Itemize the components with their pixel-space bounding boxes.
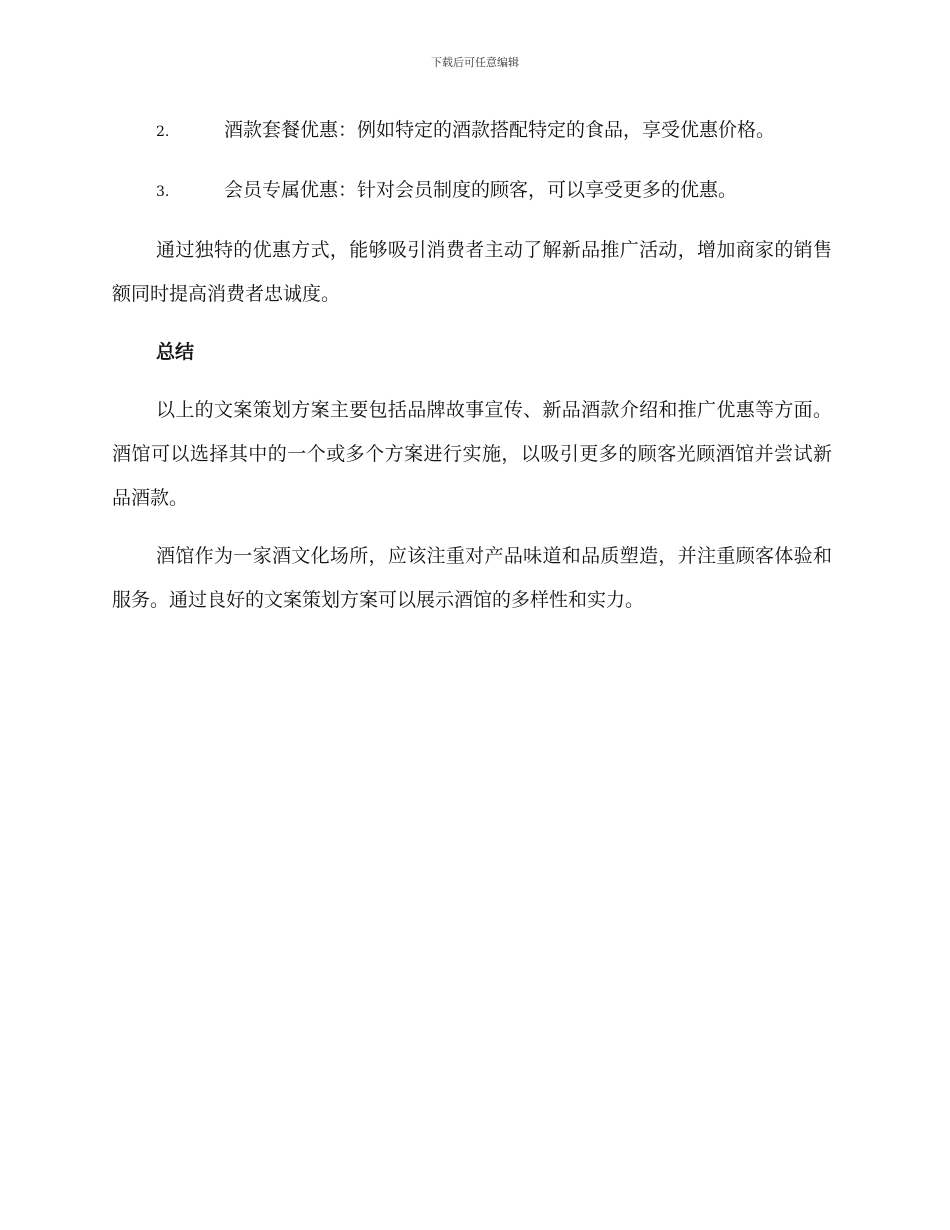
list-item-text: 酒款套餐优惠：例如特定的酒款搭配特定的食品，享受优惠价格。 — [224, 119, 776, 141]
list-item-text: 会员专属优惠：针对会员制度的顾客，可以享受更多的优惠。 — [224, 179, 738, 201]
list-item — [112, 168, 832, 214]
paragraph-promotion: 通过独特的优惠方式，能够吸引消费者主动了解新品推广活动，增加商家的销售额同时提高消费者忠诚度。 — [112, 239, 832, 305]
list-item-number: 3. — [156, 184, 170, 200]
document-body — [112, 108, 832, 636]
section-heading-summary: 总结 — [156, 341, 195, 363]
page-header: 下载后可任意编辑 — [431, 56, 519, 69]
paragraph-conclusion: 酒馆作为一家酒文化场所，应该注重对产品味道和品质塑造，并注重顾客体验和服务。通过良好的文案策划方案可以展示酒馆的多样性和实力。 — [112, 545, 832, 611]
list-item-number: 2. — [156, 124, 170, 140]
paragraph-summary: 以上的文案策划方案主要包括品牌故事宣传、新品酒款介绍和推广优惠等方面。酒馆可以选择其中的一个或多个方案进行实施，以吸引更多的顾客光顾酒馆并尝试新品酒款。 — [112, 399, 832, 509]
list-item — [112, 108, 832, 154]
